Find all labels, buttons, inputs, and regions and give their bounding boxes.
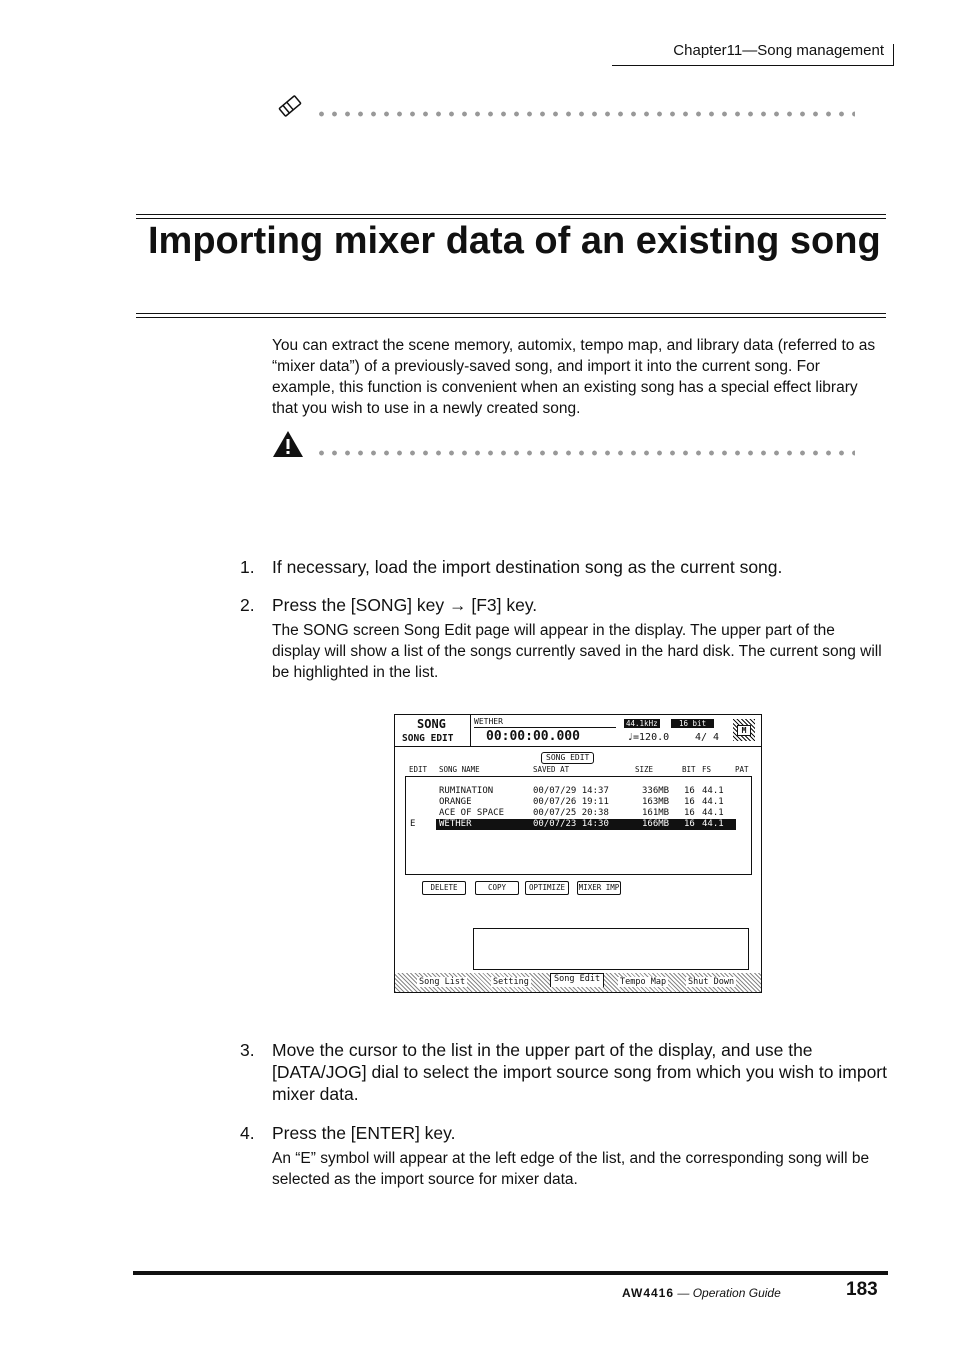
tab-setting[interactable]: Setting [493, 977, 529, 987]
page-number: 183 [846, 1279, 878, 1300]
row-fs: 44.1 [702, 808, 724, 818]
intro-paragraph: You can extract the scene memory, automix, tempo map, and library data (referred to as “mixer data”) of a previously-saved song, and import it into the current song. For example, this function is convenient when an existing song has a special effect library that you wish to use in a newly created song. [272, 337, 876, 417]
step-number: 1. [240, 557, 255, 577]
table-row[interactable] [406, 786, 749, 797]
current-song-name: WETHER [474, 717, 503, 726]
title-rule-top2 [136, 218, 886, 219]
mixer-import-button[interactable]: MIXER IMP [577, 881, 621, 895]
tip-dots [315, 111, 855, 117]
table-row[interactable] [406, 797, 749, 808]
step-text: Move the cursor to the list in the upper part of the display, and use the [DATA/JOG] dial to select the import source song from which you wish to import mixer data. [272, 1040, 887, 1104]
bit-depth: 16 bit [671, 719, 714, 728]
sample-rate: 44.1kHz [626, 719, 658, 728]
col-pat: PAT [735, 765, 749, 774]
section-label: SONG EDIT [541, 752, 594, 764]
row-size: 166MB [642, 819, 670, 829]
header-tick [893, 44, 894, 66]
row-saved: 00/07/26 19:11 [533, 797, 609, 807]
row-saved: 00/07/29 14:37 [533, 786, 609, 796]
row-bit: 16 [684, 808, 695, 818]
row-fs: 44.1 [702, 819, 724, 829]
row-name: WETHER [439, 819, 472, 829]
step-3 [240, 1039, 890, 1109]
tab-shut-down[interactable]: Shut Down [688, 977, 735, 987]
step-number: 4. [240, 1123, 255, 1143]
step-1 [240, 556, 890, 580]
col-size: SIZE [635, 765, 654, 774]
row-saved: 00/07/25 20:38 [533, 808, 609, 818]
row-name: ACE OF SPACE [439, 808, 505, 818]
row-edit-flag: E [410, 819, 416, 829]
footer-rule [133, 1271, 888, 1275]
tip-icon [276, 92, 304, 125]
col-edit: EDIT [409, 765, 428, 774]
header-rule [395, 746, 761, 747]
col-saved-at: SAVED AT [533, 765, 570, 774]
guide-label: — Operation Guide [677, 1286, 781, 1300]
step-2-note: The SONG screen Song Edit page will appear in the display. The upper part of the display will show a list of the songs currently saved in the hard disk. The current song will be highlighted in the list. [272, 622, 882, 681]
step-text: Press the [SONG] key → [F3] key. [272, 595, 538, 615]
step-4-note: An “E” symbol will appear at the left edge of the list, and the corresponding song will be selected as the import source for mixer data. [272, 1150, 870, 1188]
step-text: If necessary, load the import destination song as the current song. [272, 557, 783, 577]
time-counter: 00:00:00.000 [486, 729, 580, 744]
optimize-button[interactable]: OPTIMIZE [525, 881, 569, 895]
col-fs: FS [702, 765, 712, 774]
col-song-name: SONG NAME [439, 765, 480, 774]
table-row[interactable] [406, 808, 749, 819]
step-text: Press the [ENTER] key. [272, 1123, 456, 1143]
row-name: RUMINATION [439, 786, 494, 796]
row-size: 336MB [642, 786, 670, 796]
song-edit-screen [394, 714, 762, 993]
table-row-selected[interactable] [406, 819, 749, 830]
brand-logo: AW4416 [622, 1286, 675, 1300]
message-box [473, 928, 749, 970]
title-rule-bottom2 [136, 317, 886, 318]
row-bit: 16 [684, 819, 695, 829]
warning-dots [315, 450, 855, 456]
row-fs: 44.1 [702, 797, 724, 807]
row-fs: 44.1 [702, 786, 724, 796]
song-name-line [474, 727, 616, 728]
step-number: 3. [240, 1040, 255, 1060]
row-name: ORANGE [439, 797, 472, 807]
step-4 [240, 1122, 890, 1146]
title-rule-top [136, 214, 886, 215]
tab-tempo-map[interactable]: Tempo Map [620, 977, 667, 987]
delete-button[interactable]: DELETE [422, 881, 466, 895]
row-saved: 00/07/23 14:30 [533, 819, 609, 829]
row-bit: 16 [684, 797, 695, 807]
page-title: Importing mixer data of an existing song [148, 220, 881, 262]
memory-icon: M [733, 719, 755, 741]
chapter-header: Chapter11—Song management [673, 42, 884, 59]
header-divider [470, 715, 471, 746]
page-label: SONG EDIT [402, 733, 454, 744]
title-rule-bottom [136, 313, 886, 314]
footer-guide [622, 1286, 781, 1300]
copy-button[interactable]: COPY [475, 881, 519, 895]
row-bit: 16 [684, 786, 695, 796]
song-label: SONG [417, 717, 446, 731]
col-bit: BIT [682, 765, 696, 774]
row-size: 163MB [642, 797, 670, 807]
step-2 [240, 594, 890, 618]
header-rule [612, 65, 894, 66]
warning-icon [271, 429, 305, 464]
row-size: 161MB [642, 808, 670, 818]
tab-song-list[interactable]: Song List [419, 977, 466, 987]
step-number: 2. [240, 595, 255, 615]
tempo: ♩=120.0 [627, 732, 670, 743]
meter: 4/ 4 [695, 732, 720, 743]
tab-song-edit[interactable]: Song Edit [550, 973, 604, 987]
